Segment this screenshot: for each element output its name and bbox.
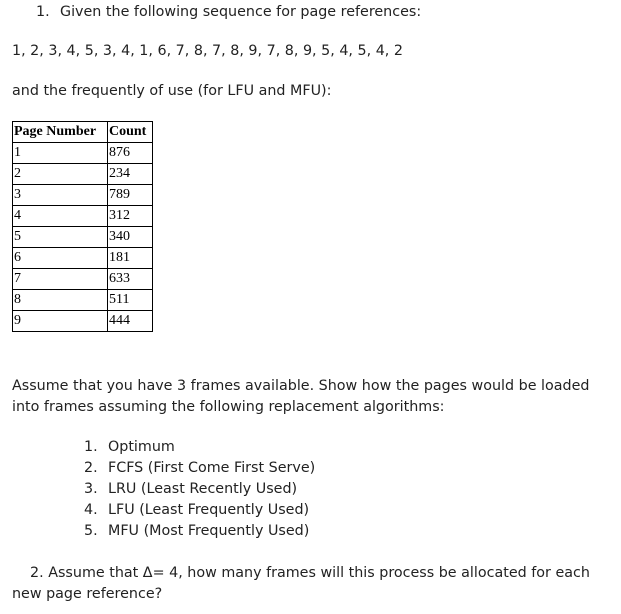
page-number-cell: 7 bbox=[13, 269, 108, 290]
question-1-number: 1. bbox=[36, 4, 50, 20]
table-row bbox=[13, 227, 153, 248]
question-2-number: 2. bbox=[30, 565, 44, 581]
page-number-cell: 8 bbox=[13, 290, 108, 311]
table-row bbox=[13, 206, 153, 227]
table-row bbox=[13, 164, 153, 185]
page-number-cell: 3 bbox=[13, 185, 108, 206]
frames-assumption: Assume that you have 3 frames available. Show how the pages would be loaded into frames assuming the following replacement algorithms: bbox=[12, 378, 590, 415]
table-row bbox=[13, 269, 153, 290]
list-item-label: LFU (Least Frequently Used) bbox=[108, 502, 310, 518]
count-cell: 312 bbox=[108, 206, 153, 227]
frequency-table bbox=[12, 121, 153, 332]
question-1-prompt: Given the following sequence for page references: bbox=[60, 4, 422, 20]
list-item bbox=[84, 521, 315, 542]
page-number-cell: 2 bbox=[13, 164, 108, 185]
table-row bbox=[13, 290, 153, 311]
count-cell: 181 bbox=[108, 248, 153, 269]
count-cell: 511 bbox=[108, 290, 153, 311]
question-2 bbox=[12, 563, 612, 605]
count-cell: 876 bbox=[108, 143, 153, 164]
count-cell: 444 bbox=[108, 311, 153, 332]
list-item-number: 4. bbox=[84, 502, 98, 518]
page-number-cell: 1 bbox=[13, 143, 108, 164]
question-1-heading bbox=[36, 2, 421, 23]
page-number-cell: 9 bbox=[13, 311, 108, 332]
count-cell: 234 bbox=[108, 164, 153, 185]
count-cell: 789 bbox=[108, 185, 153, 206]
list-item-label: FCFS (First Come First Serve) bbox=[108, 460, 316, 476]
page-reference-sequence: 1, 2, 3, 4, 5, 3, 4, 1, 6, 7, 8, 7, 8, 9, 7, 8, 9, 5, 4, 5, 4, 2 bbox=[12, 43, 403, 59]
page-number-cell: 6 bbox=[13, 248, 108, 269]
question-2-text: Assume that Δ= 4, how many frames will this process be allocated for each new page reference? bbox=[12, 565, 590, 602]
page-number-cell: 5 bbox=[13, 227, 108, 248]
list-item bbox=[84, 500, 315, 521]
table-row bbox=[13, 185, 153, 206]
count-cell: 633 bbox=[108, 269, 153, 290]
list-item bbox=[84, 479, 315, 500]
count-cell: 340 bbox=[108, 227, 153, 248]
list-item-number: 2. bbox=[84, 460, 98, 476]
table-header-row bbox=[13, 122, 153, 143]
list-item-number: 1. bbox=[84, 439, 98, 455]
list-item-label: LRU (Least Recently Used) bbox=[108, 481, 298, 497]
header-page-number: Page Number bbox=[13, 122, 108, 143]
frequency-intro: and the frequently of use (for LFU and MFU): bbox=[12, 83, 332, 99]
table-row bbox=[13, 143, 153, 164]
header-count: Count bbox=[108, 122, 153, 143]
page-number-cell: 4 bbox=[13, 206, 108, 227]
table-row bbox=[13, 311, 153, 332]
list-item-number: 3. bbox=[84, 481, 98, 497]
list-item bbox=[84, 458, 315, 479]
list-item-label: Optimum bbox=[108, 439, 175, 455]
table-row bbox=[13, 248, 153, 269]
list-item-number: 5. bbox=[84, 523, 98, 539]
list-item bbox=[84, 437, 315, 458]
algorithm-list bbox=[84, 437, 315, 542]
list-item-label: MFU (Most Frequently Used) bbox=[108, 523, 310, 539]
